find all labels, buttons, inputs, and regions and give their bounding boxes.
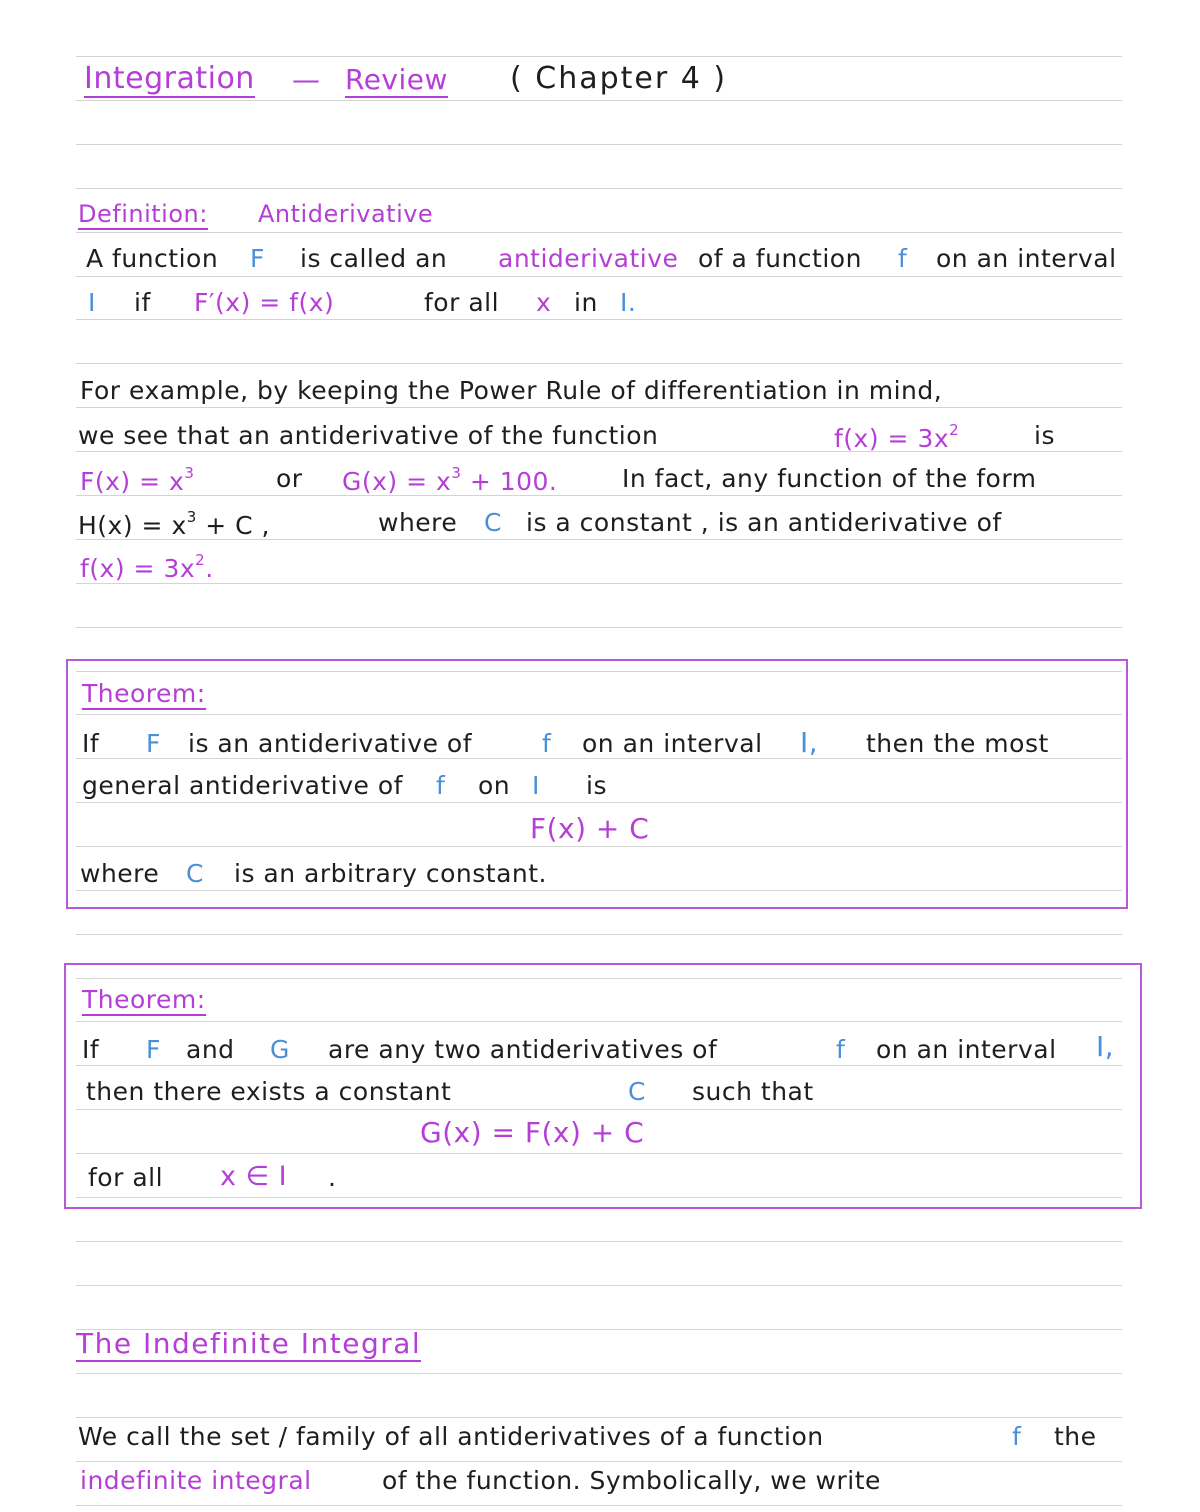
theorem-label: Theorem: [82, 985, 206, 1014]
var-x: x [536, 288, 552, 317]
def-text: in [574, 288, 598, 317]
theorem-box-1 [66, 659, 1128, 909]
example-f: $f(x) = 3x^2$. [80, 551, 214, 583]
var-I: I [532, 771, 540, 800]
var-f: f [836, 1035, 846, 1064]
var-C: C [628, 1077, 646, 1106]
theorem-text: then the most [866, 729, 1049, 758]
var-F: F [146, 1035, 161, 1064]
var-f: f [436, 771, 446, 800]
theorem-text: for all [88, 1163, 164, 1192]
theorem-text: . [328, 1163, 337, 1192]
title-dash: — [292, 63, 321, 96]
var-f: f [898, 244, 908, 273]
theorem-text: general antiderivative of [82, 771, 403, 800]
var-I: I. [620, 288, 637, 317]
example-G: $G(x) = x^3 + 100$. [342, 464, 558, 496]
theorem-text: and [186, 1035, 235, 1064]
theorem-text: If [82, 1035, 100, 1064]
example-text: In fact, any function of the form [622, 464, 1037, 493]
def-text: of a function [698, 244, 862, 273]
var-G: G [270, 1035, 290, 1064]
body-text: the [1054, 1422, 1097, 1451]
var-f: f [1012, 1422, 1022, 1451]
def-text: on an interval [936, 244, 1117, 273]
theorem-text: is [586, 771, 607, 800]
theorem-text: are any two antiderivatives of [328, 1035, 718, 1064]
example-text: where [378, 508, 458, 537]
var-f: f [542, 729, 552, 758]
theorem-text: where [80, 859, 160, 888]
section-heading: The Indefinite Integral [76, 1327, 422, 1360]
var-I: I, [800, 726, 819, 759]
body-text: of the function. Symbolically, we write [382, 1466, 881, 1495]
theorem-text: is an arbitrary constant. [234, 859, 547, 888]
def-text: if [134, 288, 151, 317]
chapter-label: ( Chapter 4 ) [510, 61, 728, 96]
example-text: is a constant , is an antiderivative of [526, 508, 1002, 537]
example-text: or [276, 464, 303, 493]
var-C: C [484, 508, 502, 537]
theorem-formula: G(x) = F(x) + C [420, 1116, 645, 1149]
page-title: Integration [84, 61, 255, 96]
var-I: I, [1096, 1030, 1115, 1063]
example-text: For example, by keeping the Power Rule of differentiation in mind, [80, 376, 943, 405]
indefinite-integral-term: indefinite integral [80, 1466, 312, 1495]
example-text: we see that an antiderivative of the function [78, 421, 659, 450]
theorem-box-2 [64, 963, 1142, 1209]
example-H: $H(x) = x^3 + C$ , [78, 508, 270, 540]
var-F: F [250, 244, 265, 273]
var-F: F [146, 729, 161, 758]
def-condition: F′(x) = f(x) [194, 288, 335, 317]
def-text: is called an [300, 244, 448, 273]
def-keyword: antiderivative [498, 244, 679, 273]
body-text: We call the set / family of all antiderivatives of a function [78, 1422, 824, 1451]
theorem-text: then there exists a constant [86, 1077, 452, 1106]
example-function: $f(x) = 3x^2$ [834, 421, 960, 453]
theorem-set: x ∈ I [220, 1161, 288, 1192]
var-C: C [186, 859, 204, 888]
theorem-label: Theorem: [82, 679, 206, 708]
def-text: A function [86, 244, 219, 273]
example-text: is [1034, 421, 1055, 450]
var-I: I [88, 288, 96, 317]
theorem-formula: F(x) + C [530, 812, 650, 845]
theorem-text: such that [692, 1077, 814, 1106]
definition-term: Antiderivative [258, 200, 434, 228]
theorem-text: on [478, 771, 511, 800]
theorem-text: on an interval [876, 1035, 1057, 1064]
page-subtitle: Review [345, 63, 448, 96]
def-text: for all [424, 288, 500, 317]
example-F: $F(x) = x^3$ [80, 464, 195, 496]
theorem-text: on an interval [582, 729, 763, 758]
definition-label: Definition: [78, 200, 208, 228]
theorem-text: If [82, 729, 100, 758]
theorem-text: is an antiderivative of [188, 729, 472, 758]
